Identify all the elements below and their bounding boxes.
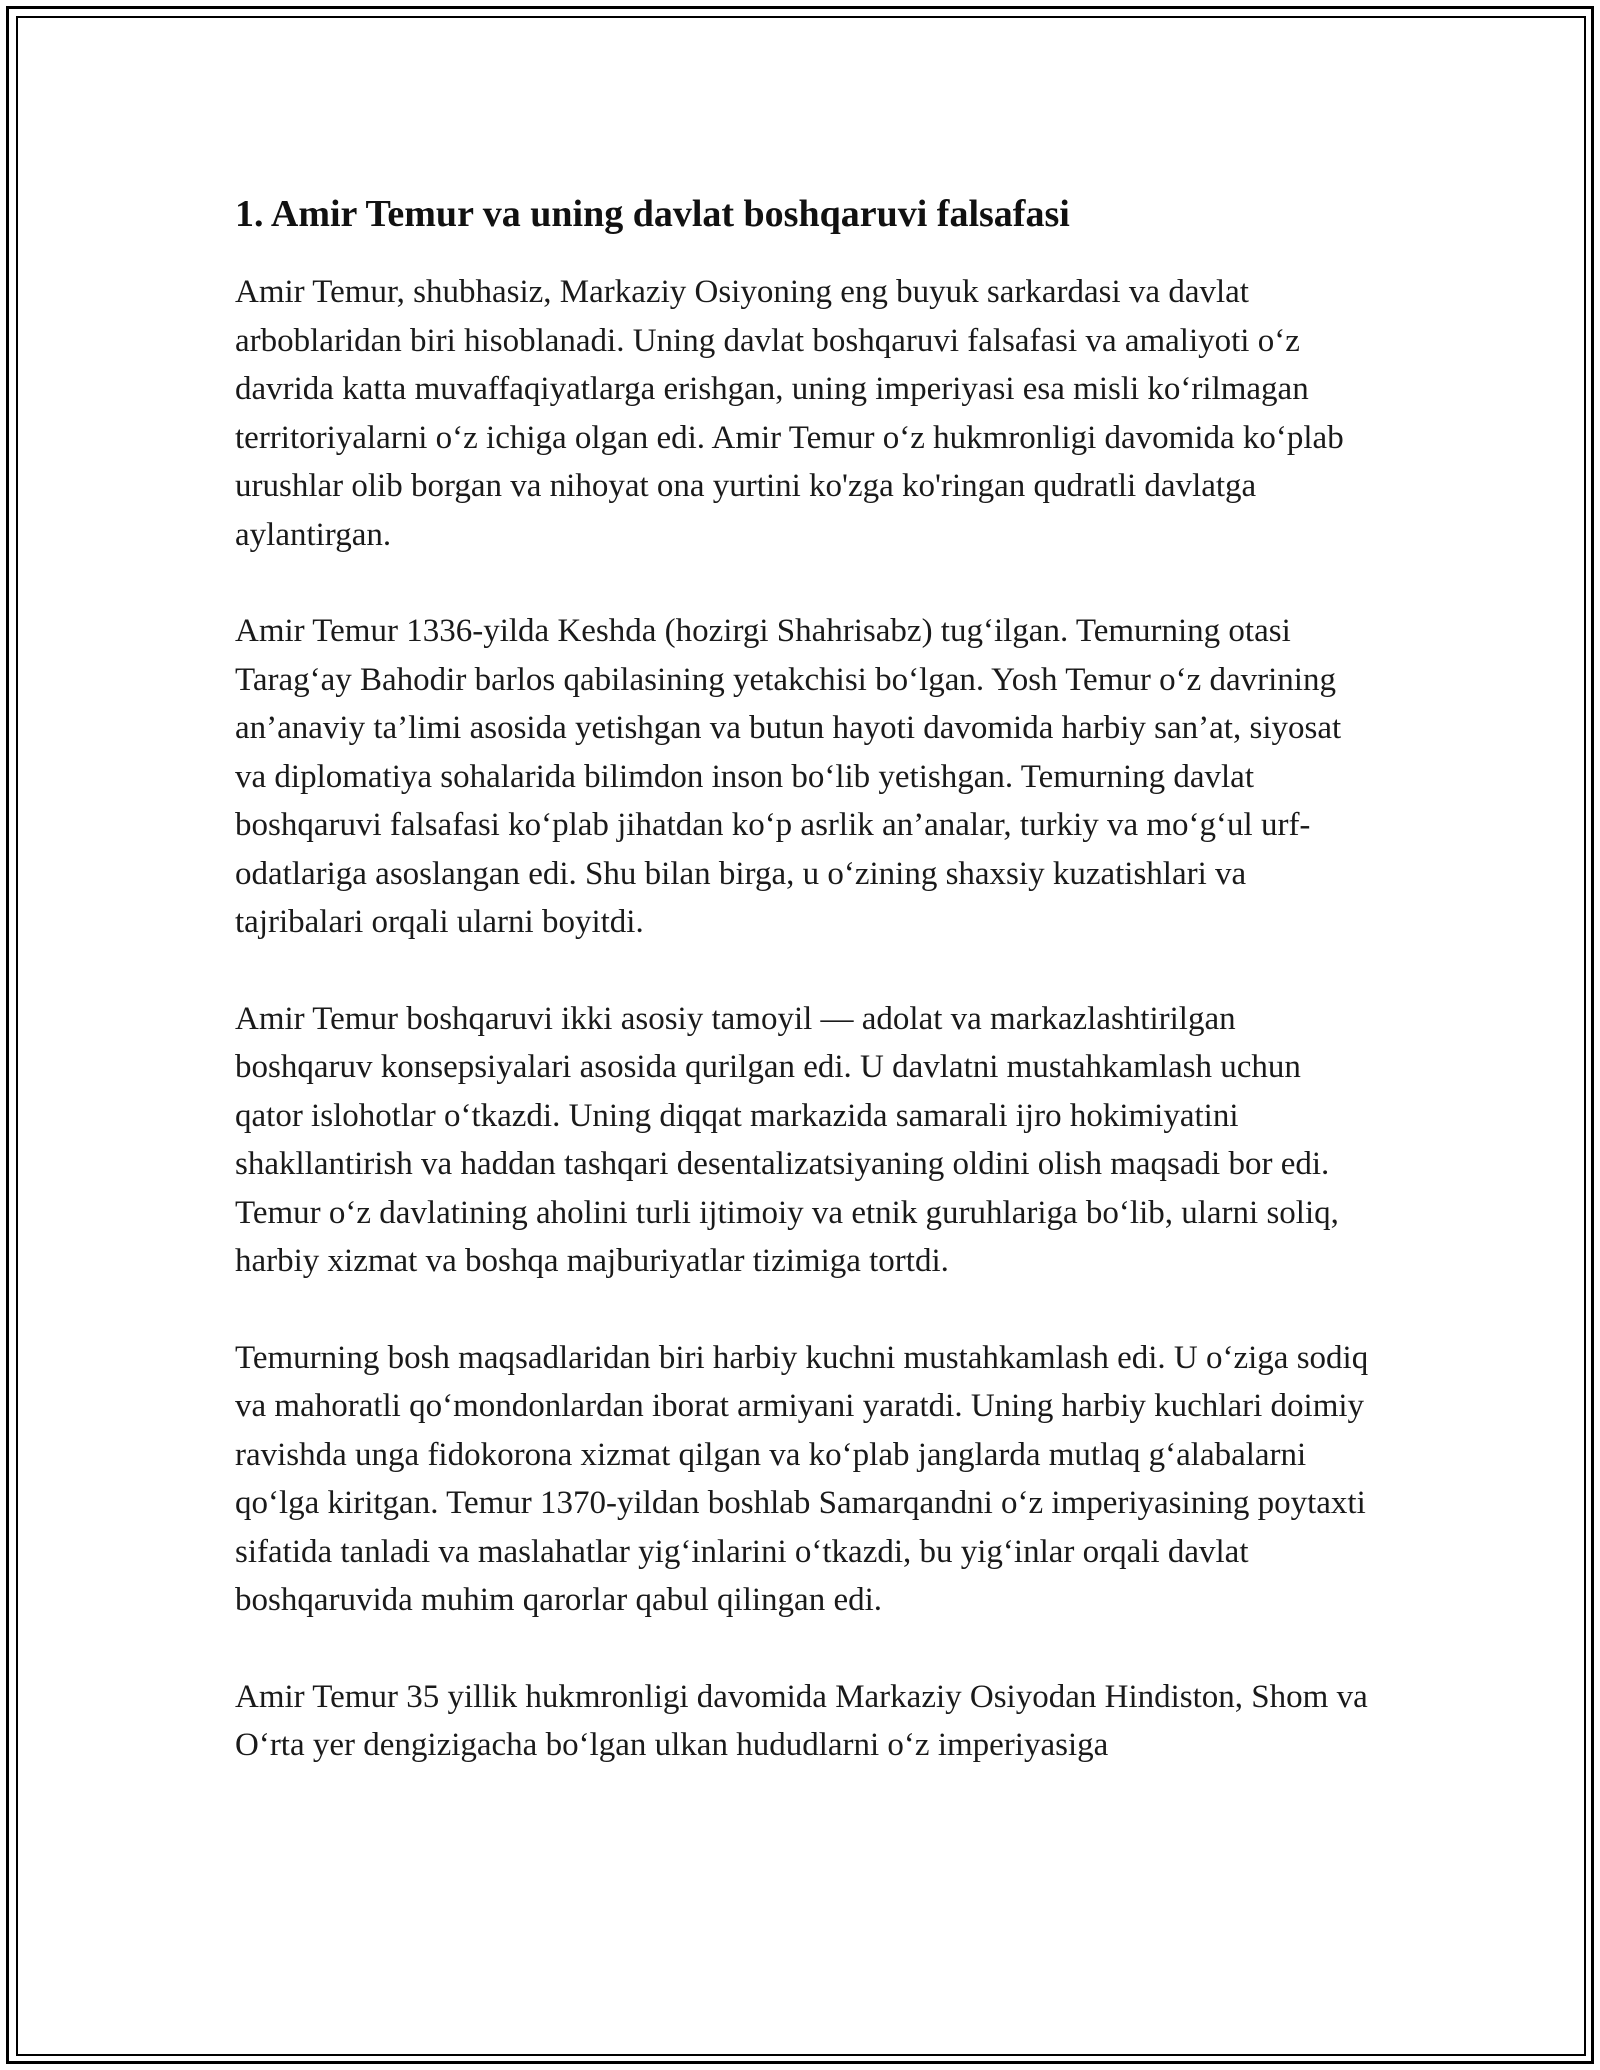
document-body — [235, 190, 1375, 1818]
paragraph: Temurning bosh maqsadlaridan biri harbiy kuchni mustahkamlash edi. U o‘ziga sodiq va mahoratli qo‘mondonlardan iborat armiyani yaratdi. Uning harbiy kuchlari doimiy ravishda unga fidokorona xizmat qilgan va ko‘plab janglarda mutlaq g‘alabalarni qo‘lga kiritgan. Temur 1370-yildan boshlab Samarqandni o‘z imperiyasining poytaxti sifatida tanladi va maslahatlar yig‘inlarini o‘tkazdi, bu yig‘inlar orqali davlat boshqaruvida muhim qarorlar qabul qilingan edi. — [235, 1339, 1369, 1618]
paragraph: Amir Temur, shubhasiz, Markaziy Osiyoning eng buyuk sarkardasi va davlat arboblaridan biri hisoblanadi. Uning davlat boshqaruvi falsafasi va amaliyoti o‘z davrida katta muvaffaqiyatlarga erishgan, uning imperiyasi esa misli ko‘rilmagan territoriyalarni o‘z ichiga olgan edi. Amir Temur o‘z hukmronligi davomida ko‘plab urushlar olib borgan va nihoyat ona yurtini ko'zga ko'ringan qudratli davlatga aylantirgan. — [235, 274, 1344, 553]
section-heading: 1. Amir Temur va uning davlat boshqaruvi falsafasi — [235, 193, 1070, 235]
paragraph: Amir Temur 35 yillik hukmronligi davomida Markaziy Osiyodan Hindiston, Shom va O‘rta yer dengizigacha bo‘lgan ulkan hududlarni o‘z imperiyasiga — [235, 1678, 1368, 1763]
paragraph: Amir Temur 1336-yilda Keshda (hozirgi Shahrisabz) tug‘ilgan. Temurning otasi Tarag‘ay Bahodir barlos qabilasining yetakchisi bo‘lgan. Yosh Temur o‘z davrining an’anaviy ta’limi asosida yetishgan va butun hayoti davomida harbiy san’at, siyosat va diplomatiya sohalarida bilimdon inson bo‘lib yetishgan. Temurning davlat boshqaruvi falsafasi ko‘plab jihatdan ko‘p asrlik an’analar, turkiy va mo‘g‘ul urf-odatlariga asoslangan edi. Shu bilan birga, u o‘zining shaxsiy kuzatishlari va tajribalari orqali ularni boyitdi. — [235, 613, 1342, 940]
paragraph: Amir Temur boshqaruvi ikki asosiy tamoyil — adolat va markazlashtirilgan boshqaruv konsepsiyalari asosida qurilgan edi. U davlatni mustahkamlash uchun qator islohotlar o‘tkazdi. Uning diqqat markazida samarali ijro hokimiyatini shakllantirish va haddan tashqari desentalizatsiyaning oldini olish maqsadi bor edi. Temur o‘z davlatining aholini turli ijtimoiy va etnik guruhlariga bo‘lib, ularni soliq, harbiy xizmat va boshqa majburiyatlar tizimiga tortdi. — [235, 1000, 1339, 1279]
